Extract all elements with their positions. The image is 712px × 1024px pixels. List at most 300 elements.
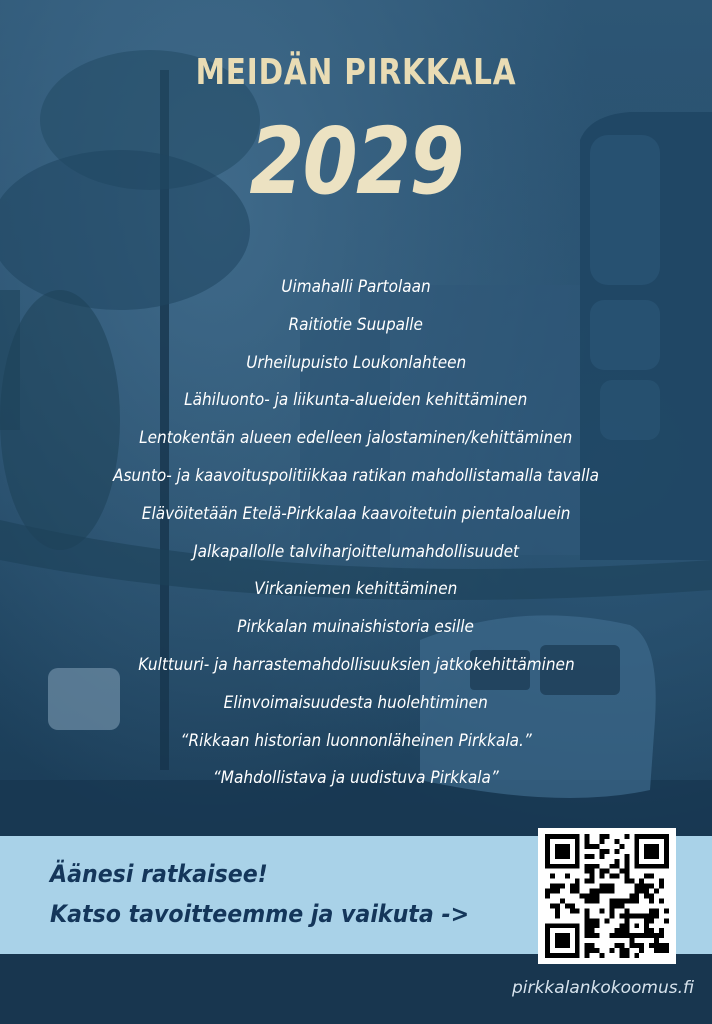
qr-module [649, 844, 654, 849]
qr-module [664, 839, 669, 844]
qr-module [624, 874, 629, 879]
qr-module [545, 854, 550, 859]
qr-module [545, 839, 550, 844]
qr-module [585, 948, 590, 953]
qr-module [575, 908, 580, 913]
qr-module [614, 859, 619, 864]
qr-module [639, 933, 644, 938]
qr-module [654, 943, 659, 948]
qr-module [560, 898, 565, 903]
qr-module [624, 923, 629, 928]
qr-module [639, 879, 644, 884]
qr-module [659, 948, 664, 953]
qr-module [545, 943, 550, 948]
qr-module [605, 884, 610, 889]
qr-module [585, 943, 590, 948]
qr-module [585, 894, 590, 899]
qr-module [634, 898, 639, 903]
qr-module [619, 913, 624, 918]
qr-module [649, 884, 654, 889]
qr-module [639, 884, 644, 889]
qr-module [550, 884, 555, 889]
qr-module [585, 953, 590, 958]
qr-module [575, 943, 580, 948]
website-link[interactable]: pirkkalankokoomus.fi [512, 978, 694, 998]
qr-module [565, 938, 570, 943]
qr-module [565, 844, 570, 849]
list-item [0, 461, 712, 499]
qr-module [639, 834, 644, 839]
qr-module [585, 933, 590, 938]
qr-module [570, 923, 575, 928]
qr-module [560, 849, 565, 854]
qr-module [555, 884, 560, 889]
qr-module [629, 943, 634, 948]
qr-module [649, 834, 654, 839]
qr-module [639, 913, 644, 918]
qr-module [629, 938, 634, 943]
qr-module [649, 943, 654, 948]
qr-module [644, 854, 649, 859]
qr-module [664, 849, 669, 854]
qr-module [634, 923, 639, 928]
qr-module [600, 869, 605, 874]
qr-module [614, 839, 619, 844]
qr-module [570, 884, 575, 889]
qr-module [664, 834, 669, 839]
qr-module [560, 953, 565, 958]
qr-module [644, 918, 649, 923]
qr-module [545, 834, 550, 839]
qr-module [644, 923, 649, 928]
qr-module [575, 844, 580, 849]
qr-module [590, 879, 595, 884]
qr-module [634, 933, 639, 938]
qr-module [585, 854, 590, 859]
qr-code-graphic [544, 834, 670, 958]
qr-module [575, 839, 580, 844]
qr-module [649, 913, 654, 918]
qr-module [585, 834, 590, 839]
qr-module [649, 898, 654, 903]
list-item [0, 499, 712, 537]
qr-module [619, 943, 624, 948]
qr-module [560, 938, 565, 943]
goal-text: Kulttuuri- ja harrastemahdollisuuksien jatkokehittäminen [137, 654, 575, 675]
qr-module [565, 933, 570, 938]
qr-module [545, 894, 550, 899]
qr-module [659, 933, 664, 938]
qr-module [560, 864, 565, 869]
qr-module [585, 908, 590, 913]
qr-module [664, 859, 669, 864]
qr-module [605, 849, 610, 854]
qr-module [565, 834, 570, 839]
qr-module [619, 953, 624, 958]
qr-module [649, 918, 654, 923]
qr-module [585, 898, 590, 903]
goal-text: Elävöitetään Etelä-Pirkkalaa kaavoitetuin pientaloaluein [141, 503, 571, 524]
qr-module [590, 874, 595, 879]
qr-module [644, 844, 649, 849]
qr-module [619, 844, 624, 849]
qr-module [565, 874, 570, 879]
qr-module [639, 889, 644, 894]
list-item [0, 272, 712, 310]
qr-module [560, 834, 565, 839]
qr-module [609, 948, 614, 953]
goal-text: Jalkapallolle talviharjoittelumahdollisuudet [193, 541, 519, 562]
qr-module [634, 844, 639, 849]
qr-module [555, 943, 560, 948]
goals-list [0, 272, 712, 801]
qr-module [614, 898, 619, 903]
qr-module [555, 908, 560, 913]
list-item [0, 612, 712, 650]
qr-module [649, 933, 654, 938]
qr-module [575, 849, 580, 854]
qr-module [659, 884, 664, 889]
qr-module [575, 928, 580, 933]
qr-module [634, 834, 639, 839]
qr-module [609, 913, 614, 918]
qr-module [590, 898, 595, 903]
qr-module [644, 864, 649, 869]
qr-module [560, 844, 565, 849]
qr-module [565, 849, 570, 854]
qr-module [624, 879, 629, 884]
qr-module [634, 894, 639, 899]
goal-text: Pirkkalan muinaishistoria esille [237, 617, 475, 638]
qr-module [619, 933, 624, 938]
qr-module [595, 933, 600, 938]
qr-module [664, 948, 669, 953]
qr-module [624, 948, 629, 953]
qr-module [550, 864, 555, 869]
qr-module [609, 898, 614, 903]
qr-module [605, 889, 610, 894]
qr-module [575, 923, 580, 928]
qr-module [560, 943, 565, 948]
qr-module [664, 864, 669, 869]
qr-module [590, 928, 595, 933]
qr-module [575, 854, 580, 859]
qr-module [654, 849, 659, 854]
qr-module [560, 884, 565, 889]
qr-module [545, 933, 550, 938]
qr-module [575, 884, 580, 889]
qr-module [649, 849, 654, 854]
goal-text: Uimahalli Partolaan [281, 277, 431, 297]
qr-module [545, 859, 550, 864]
qr-module [555, 844, 560, 849]
qr-module [624, 933, 629, 938]
qr-module [644, 933, 649, 938]
qr-module [644, 834, 649, 839]
qr-module [644, 913, 649, 918]
qr-module [649, 874, 654, 879]
list-item [0, 537, 712, 575]
qr-module [600, 874, 605, 879]
qr-module [565, 943, 570, 948]
qr-module [614, 849, 619, 854]
qr-module [575, 938, 580, 943]
list-item [0, 574, 712, 612]
qr-module [644, 884, 649, 889]
qr-module [550, 889, 555, 894]
qr-module [624, 864, 629, 869]
qr-module [590, 923, 595, 928]
qr-module [590, 844, 595, 849]
qr-module [609, 908, 614, 913]
qr-module [600, 889, 605, 894]
qr-module [600, 839, 605, 844]
qr-module [619, 903, 624, 908]
qr-module [570, 908, 575, 913]
qr-module [644, 928, 649, 933]
qr-module [634, 913, 639, 918]
qr-module [624, 953, 629, 958]
qr-module [624, 928, 629, 933]
qr-module [545, 938, 550, 943]
qr-module [545, 923, 550, 928]
qr-module [654, 908, 659, 913]
qr-module [619, 948, 624, 953]
qr-module [555, 854, 560, 859]
page-title: MEIDÄN PIRKKALA [195, 52, 517, 93]
qr-module [545, 889, 550, 894]
qr-module [649, 928, 654, 933]
qr-module [659, 928, 664, 933]
qr-module [624, 918, 629, 923]
qr-module [605, 834, 610, 839]
qr-module [590, 894, 595, 899]
qr-module [619, 923, 624, 928]
goal-text: Elinvoimaisuudesta huolehtiminen [223, 692, 489, 713]
qr-module [649, 854, 654, 859]
qr-module [570, 834, 575, 839]
qr-module [664, 918, 669, 923]
qr-module [619, 898, 624, 903]
qr-module [550, 903, 555, 908]
qr-module [600, 953, 605, 958]
qr-module [634, 859, 639, 864]
qr-module [585, 923, 590, 928]
qr-module [654, 834, 659, 839]
qr-module [639, 948, 644, 953]
qr-module [654, 854, 659, 859]
qr-module [585, 928, 590, 933]
qr-module [545, 948, 550, 953]
qr-module [575, 933, 580, 938]
qr-module [654, 938, 659, 943]
qr-module [575, 889, 580, 894]
qr-module [565, 864, 570, 869]
qr-module [565, 854, 570, 859]
qr-module [555, 889, 560, 894]
qr-module [545, 953, 550, 958]
qr-module [629, 913, 634, 918]
qr-module [590, 864, 595, 869]
list-item [0, 385, 712, 423]
qr-module [654, 933, 659, 938]
qr-module [550, 953, 555, 958]
qr-module [595, 844, 600, 849]
qr-module [624, 869, 629, 874]
qr-module [550, 834, 555, 839]
qr-module [614, 874, 619, 879]
qr-module [560, 923, 565, 928]
qr-module [575, 864, 580, 869]
qr-module [595, 948, 600, 953]
qr-module [614, 864, 619, 869]
qr-module [664, 908, 669, 913]
goal-text: Urheilupuisto Loukonlahteen [245, 352, 466, 373]
qr-module [590, 869, 595, 874]
qr-module [609, 933, 614, 938]
qr-module [555, 849, 560, 854]
qr-module [580, 894, 585, 899]
goal-text: Asunto- ja kaavoituspolitiikkaa ratikan mahdollistamalla tavalla [112, 465, 599, 486]
qr-module [590, 948, 595, 953]
qr-module [585, 844, 590, 849]
qr-module [644, 849, 649, 854]
qr-module [595, 898, 600, 903]
qr-module [639, 864, 644, 869]
qr-module [555, 938, 560, 943]
qr-module [624, 913, 629, 918]
qr-module [585, 879, 590, 884]
qr-module [575, 834, 580, 839]
qr-module [590, 943, 595, 948]
qr-module [629, 894, 634, 899]
qr-module [600, 849, 605, 854]
list-item [0, 310, 712, 348]
qr-module [614, 943, 619, 948]
qr-code-icon[interactable] [538, 828, 676, 964]
qr-module [550, 923, 555, 928]
qr-module [624, 898, 629, 903]
qr-module [570, 864, 575, 869]
qr-module [649, 908, 654, 913]
qr-module [654, 913, 659, 918]
qr-module [570, 903, 575, 908]
qr-module [555, 913, 560, 918]
qr-module [644, 889, 649, 894]
qr-module [600, 854, 605, 859]
qr-module [600, 908, 605, 913]
qr-module [585, 869, 590, 874]
qr-module [654, 948, 659, 953]
qr-module [654, 864, 659, 869]
qr-module [585, 839, 590, 844]
qr-module [634, 854, 639, 859]
qr-module [565, 903, 570, 908]
qr-module [609, 889, 614, 894]
qr-module [545, 844, 550, 849]
qr-module [570, 953, 575, 958]
qr-module [560, 854, 565, 859]
qr-module [659, 898, 664, 903]
goal-text: Raitiotie Suupalle [288, 314, 424, 335]
qr-module [555, 864, 560, 869]
qr-module [555, 923, 560, 928]
qr-module [609, 884, 614, 889]
qr-module [634, 884, 639, 889]
qr-module [664, 844, 669, 849]
qr-module [590, 933, 595, 938]
qr-module [555, 933, 560, 938]
qr-module [590, 854, 595, 859]
qr-module [585, 864, 590, 869]
qr-module [634, 943, 639, 948]
qr-module [595, 894, 600, 899]
qr-module [614, 903, 619, 908]
qr-module [624, 854, 629, 859]
qr-module [634, 953, 639, 958]
qr-module [634, 889, 639, 894]
qr-module [550, 874, 555, 879]
qr-module [624, 859, 629, 864]
qr-module [659, 943, 664, 948]
goal-text: Lähiluonto- ja liikunta-alueiden kehittäminen [184, 390, 528, 411]
qr-module [595, 923, 600, 928]
qr-module [590, 889, 595, 894]
list-item [0, 726, 712, 764]
qr-module [629, 933, 634, 938]
qr-module [664, 943, 669, 948]
cta-heading: Äänesi ratkaisee! [50, 860, 268, 888]
qr-module [605, 869, 610, 874]
qr-module [639, 943, 644, 948]
qr-module [614, 928, 619, 933]
cta-subheading: Katso tavoitteemme ja vaikuta -> [50, 900, 470, 928]
qr-module [590, 918, 595, 923]
list-item [0, 688, 712, 726]
qr-module [619, 869, 624, 874]
qr-module [659, 834, 664, 839]
qr-module [605, 918, 610, 923]
qr-module [595, 864, 600, 869]
qr-module [609, 903, 614, 908]
qr-module [545, 864, 550, 869]
list-item [0, 423, 712, 461]
year-heading: 2029 [249, 108, 463, 215]
qr-module [565, 923, 570, 928]
qr-module [570, 889, 575, 894]
qr-module [575, 948, 580, 953]
list-item [0, 650, 712, 688]
qr-module [555, 903, 560, 908]
slogan-text: “Mahdollistava ja uudistuva Pirkkala” [213, 768, 499, 789]
qr-module [624, 834, 629, 839]
qr-module [545, 849, 550, 854]
qr-module [560, 933, 565, 938]
qr-module [654, 844, 659, 849]
qr-module [629, 879, 634, 884]
list-item [0, 763, 712, 801]
qr-module [609, 864, 614, 869]
qr-module [624, 908, 629, 913]
qr-module [634, 839, 639, 844]
goal-text: Lentokentän alueen edelleen jalostaminen/kehittäminen [139, 428, 573, 449]
qr-module [585, 913, 590, 918]
qr-module [575, 859, 580, 864]
qr-module [649, 894, 654, 899]
qr-module [595, 889, 600, 894]
qr-module [664, 854, 669, 859]
slogan-text: “Rikkaan historian luonnonläheinen Pirkkala.” [180, 730, 532, 751]
